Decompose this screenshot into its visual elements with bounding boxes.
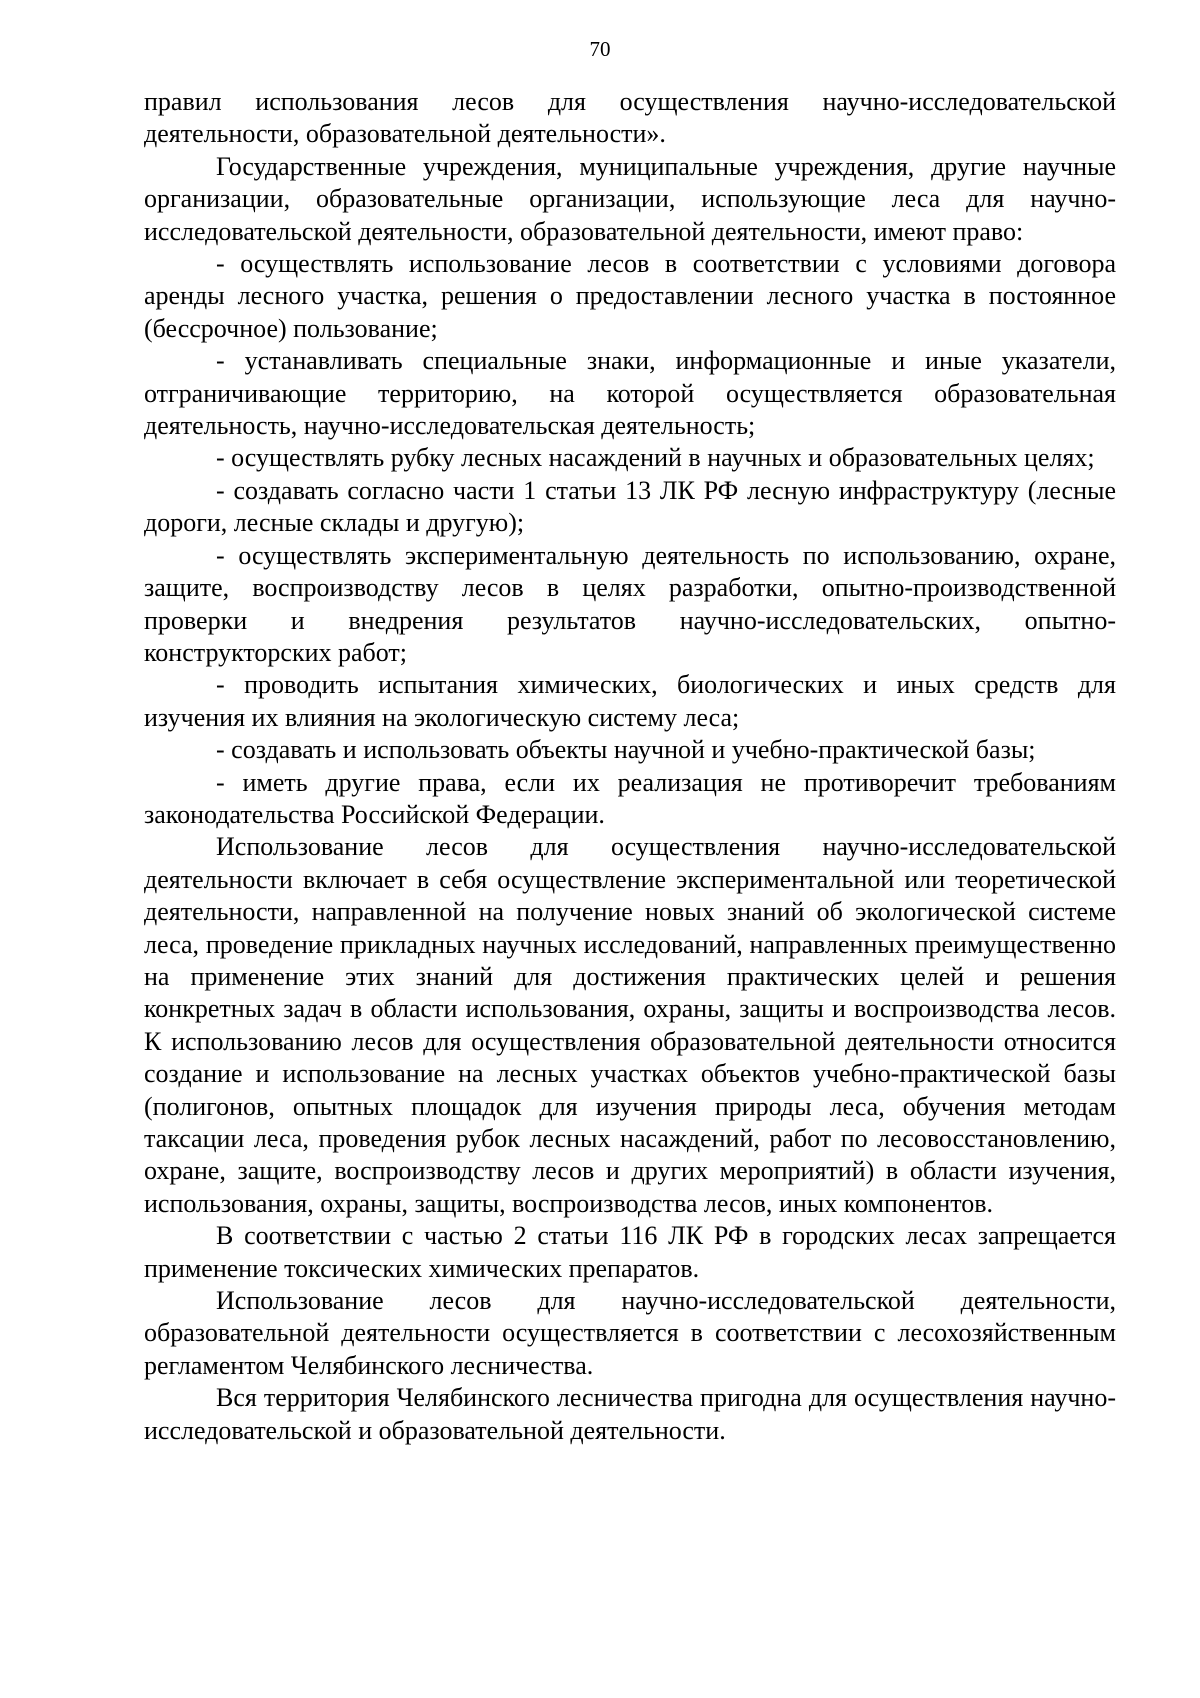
paragraph: - иметь другие права, если их реализация не противоречит требованиям законодательства Российской Федерации. — [144, 767, 1116, 829]
paragraph: Использование лесов для научно-исследовательской деятельности, образовательной деятельности осуществляется в соответствии с лесохозяйственным регламентом Челябинского лесничества. — [144, 1286, 1116, 1380]
paragraph: - проводить испытания химических, биологических и иных средств для изучения их влияния на экологическую систему леса; — [144, 670, 1116, 732]
paragraph: Вся территория Челябинского лесничества пригодна для осуществления научно-исследовательской и образовательной деятельности. — [144, 1383, 1116, 1445]
paragraph: - создавать согласно части 1 статьи 13 ЛК РФ лесную инфраструктуру (лесные дороги, лесные склады и другую); — [144, 475, 1116, 538]
paragraph: правил использования лесов для осуществления научно-исследовательской деятельности, образовательной деятельности». — [144, 87, 1116, 149]
paragraph: - осуществлять использование лесов в соответствии с условиями договора аренды лесного участка, решения о предоставлении лесного участка в постоянное (бессрочное) пользование; — [144, 249, 1116, 343]
paragraph: - осуществлять экспериментальную деятельность по использованию, охране, защите, воспроизводству лесов в целях разработки, опытно-производственной проверки и внедрения результатов научно-исследовательских, опытно-конструкторских работ; — [144, 540, 1116, 667]
paragraph: - устанавливать специальные знаки, информационные и иные указатели, отграничивающие территорию, на которой осуществляется образовательная деятельность, научно-исследовательская деятельность; — [144, 346, 1116, 441]
page-number: 70 — [589, 37, 611, 61]
paragraph: - осуществлять рубку лесных насаждений в научных и образовательных целях; — [216, 443, 1095, 473]
paragraph: Государственные учреждения, муниципальные учреждения, другие научные организации, образовательные организации, использующие леса для научно-исследовательской деятельности, образовательной деятельности, имеют право: — [144, 151, 1116, 246]
paragraph: - создавать и использовать объекты научной и учебно-практической базы; — [216, 735, 1036, 765]
paragraph: В соответствии с частью 2 статьи 116 ЛК РФ в городских лесах запрещается применение токсических химических препаратов. — [144, 1221, 1116, 1283]
document-body — [144, 86, 1116, 1447]
paragraph: Использование лесов для осуществления научно-исследовательской деятельности включает в себя осуществление экспериментальной или теоретической деятельности, направленной на получение новых знаний об экологической системе леса, проведение прикладных научных исследований, направленных преимущественно на применение этих знаний для достижения практических целей и решения конкретных задач в области использования, охраны, защиты и воспроизводства лесов. К использованию лесов для осуществления образовательной деятельности относится создание и использование на лесных участках объектов учебно-практической базы (полигонов, опытных площадок для изучения природы леса, обучения методам таксации леса, проведения рубок лесных насаждений, работ по лесовосстановлению, охране, защите, воспроизводству лесов и других мероприятий) в области изучения, использования, охраны, защиты, воспроизводства лесов, иных компонентов. — [144, 832, 1116, 1218]
